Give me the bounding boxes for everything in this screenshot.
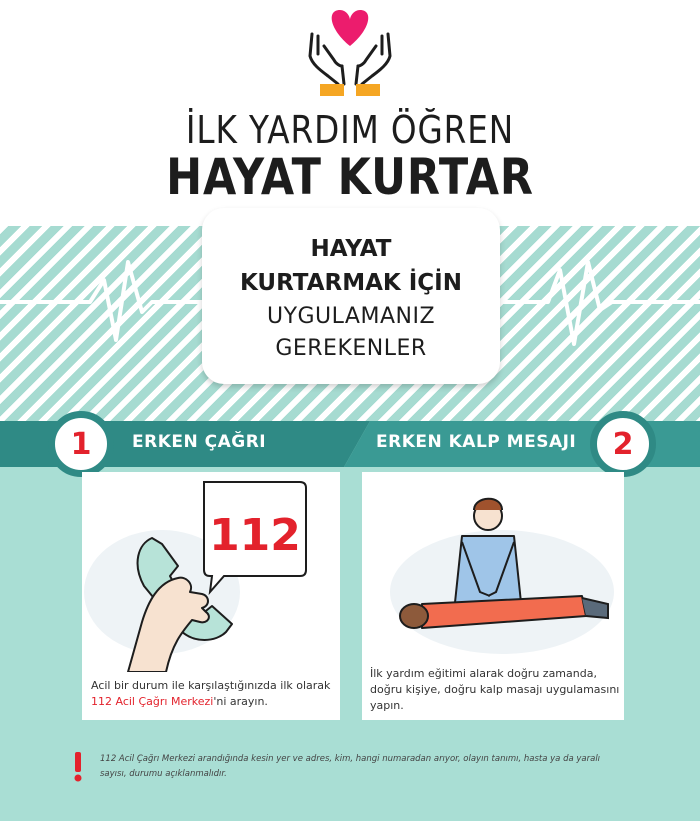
step-2-text-line2: doğru kişiye, doğru kalp masajı uygulamasını <box>370 683 620 696</box>
note-line1: 112 Acil Çağrı Merkezi arandığında kesin yer ve adres, kim, hangi numaradan arıyor, olayın tanımı, hasta ya da yaralı <box>100 754 601 764</box>
step-1-description <box>91 678 336 710</box>
subtitle-box <box>202 208 500 384</box>
step-1-number: 1 <box>70 426 92 462</box>
phone-call-illustration <box>82 472 340 672</box>
page-title-line2: HAYAT KURTAR <box>166 148 534 206</box>
step-1-card <box>82 472 340 720</box>
step-1-highlight: 112 Acil Çağrı Merkezi <box>91 695 214 708</box>
subtitle-line3: UYGULAMANIZ <box>266 304 436 329</box>
step-2-label: ERKEN KALP MESAJI <box>376 432 577 452</box>
exclamation-icon <box>74 752 82 782</box>
subtitle-line1: HAYAT <box>310 236 392 262</box>
step-2-number: 2 <box>612 426 634 462</box>
subtitle-line2: KURTARMAK İÇİN <box>240 270 462 296</box>
note-text <box>100 752 620 782</box>
note-line2: sayısı, durumu açıklanmalıdır. <box>100 769 227 779</box>
step-1-text-before: Acil bir durum ile karşılaştığınızda ilk olarak <box>91 679 331 692</box>
hands-heart-icon <box>300 6 400 98</box>
step-2-description <box>370 666 622 714</box>
bubble-number: 112 <box>209 510 301 561</box>
cpr-illustration <box>362 472 624 662</box>
step-1-number-badge <box>48 411 114 477</box>
step-2-text-line3: yapın. <box>370 699 404 712</box>
page-title-line1: İLK YARDIM ÖĞREN <box>185 108 515 152</box>
step-2-number-badge <box>590 411 656 477</box>
step-2-card <box>362 472 624 720</box>
step-2-text-line1: İlk yardım eğitimi alarak doğru zamanda, <box>370 667 597 680</box>
step-1-text-after: 'ni arayın. <box>213 695 268 708</box>
subtitle-line4: GEREKENLER <box>275 336 427 361</box>
step-1-label: ERKEN ÇAĞRI <box>132 432 267 452</box>
